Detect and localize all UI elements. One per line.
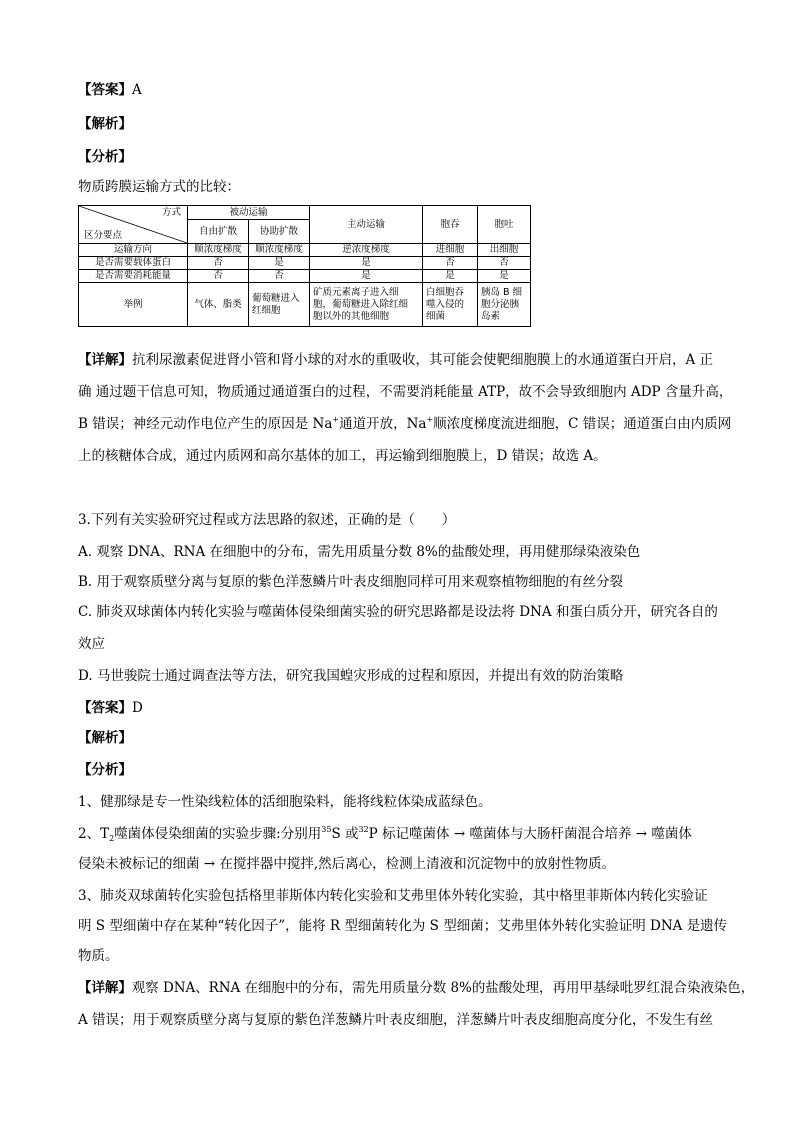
passive-header: 被动运输	[188, 206, 310, 220]
fenxi-label-q3: 【分析】	[78, 762, 132, 778]
free-header: 自由扩散	[188, 220, 249, 244]
option-c-line1: C. 肺炎双球菌体内转化实验与噬菌体侵染细菌实验的研究思路都是设法将 DNA 和蛋白质分开，研究各自的	[78, 604, 718, 620]
table-row: 是否需要载体蛋白 否 是 是 否 否	[79, 257, 531, 270]
answer-line-q3: 【答案】D	[78, 700, 143, 716]
detail1-line1: 【详解】抗利尿激素促进肾小管和肾小球的对水的重吸收，其可能会使靶细胞膜上的水通道蛋白开启，A 正	[78, 352, 714, 368]
detail-q3-line2: A 错误；用于观察质壁分离与复原的紫色洋葱鳞片叶表皮细胞，洋葱鳞片叶表皮细胞高度分化，不发生有丝	[78, 1012, 714, 1028]
detail1-line3: B 错误；神经元动作电位产生的原因是 Na+通道开放，Na+顺浓度梯度流进细胞，C 错误；通道蛋白由内质网	[78, 415, 732, 432]
facilitated-header: 协助扩散	[249, 220, 310, 244]
diagonal-header-cell	[79, 206, 188, 244]
detail-q3-line1: 【详解】观察 DNA、RNA 在细胞中的分布，需先用质量分数 8%的盐酸处理，再用甲基绿吡罗红混合染液染色，	[78, 980, 755, 996]
option-c-line2: 效应	[78, 636, 105, 652]
endo-header: 胞吞	[423, 206, 478, 244]
fenxi-point-3-line3: 物质。	[78, 948, 119, 964]
fenxi-point-3-line2: 明 S 型细菌中存在某种“转化因子”，能将 R 型细菌转化为 S 型细菌；艾弗里体外转化实验证明 DNA 是遗传	[78, 918, 728, 934]
detail1-line4: 上的核糖体合成，通过内质网和高尔基体的加工，再运输到细胞膜上，D 错误；故选 A。	[78, 448, 607, 464]
transport-comparison-table	[78, 205, 531, 327]
fenxi-point-1: 1、健那绿是专一性染线粒体的活细胞染料，能将线粒体染成蓝绿色。	[78, 794, 492, 810]
analysis-label-q3: 【解析】	[78, 730, 132, 746]
fenxi-point-3-line1: 3、肺炎双球菌转化实验包括格里菲斯体内转化实验和艾弗里体外转化实验，其中格里菲斯体内转化实验证	[78, 888, 708, 904]
answer-line	[78, 80, 142, 100]
answer-value: A	[132, 82, 142, 98]
option-d: D. 马世骏院士通过调查法等方法，研究我国蝗灾形成的过程和原因，并提出有效的防治策略	[78, 668, 624, 684]
question-3-stem: 3.下列有关实验研究过程或方法思路的叙述，正确的是（ ）	[78, 512, 456, 528]
table-row-example: 举例 气体、脂类 葡萄糖进入 红细胞 矿质元素离子进入细 胞，葡萄糖进入除红细 胞以外的其他细胞 白细胞吞 噬入侵的 细菌 胰岛 B 细 胞分泌胰 岛素	[79, 283, 531, 327]
detail1-line2: 确 通过题干信息可知，物质通过通道蛋白的过程，不需要消耗能量 ATP，故不会导致细胞内 ADP 含量升高，	[78, 384, 733, 400]
table-intro: 物质跨膜运输方式的比较：	[78, 179, 240, 195]
table-row: 是否需要消耗能量 否 否 是 是 是	[79, 270, 531, 283]
fenxi-point-2-line1: 2、$T_2$噬菌体侵染细菌的实验步骤:分别用$^{35}$S 或$^{32}$P 标记噬菌体 → 噬菌体与大肠杆菌混合培养 → 噬菌体	[78, 825, 692, 843]
exo-header: 胞吐	[478, 206, 531, 244]
table-row: 运输方向 顺浓度梯度 顺浓度梯度 逆浓度梯度 进细胞 出细胞	[79, 244, 531, 257]
analysis-label: 【解析】	[78, 116, 132, 132]
active-header: 主动运输	[310, 206, 423, 244]
answer-label: 【答案】	[78, 82, 132, 98]
corner-bottom: 区分要点	[84, 230, 123, 241]
option-b: B. 用于观察质壁分离与复原的紫色洋葱鳞片叶表皮细胞同样可用来观察植物细胞的有丝分裂	[78, 574, 624, 590]
corner-top: 方式	[161, 207, 181, 218]
fenxi-label: 【分析】	[78, 149, 132, 165]
fenxi-point-2-line2: 侵染未被标记的细菌 → 在搅拌器中搅拌,然后离心，检测上清液和沉淀物中的放射性物质。	[78, 856, 616, 872]
option-a: A. 观察 DNA、RNA 在细胞中的分布，需先用质量分数 8%的盐酸处理，再用健那绿染液染色	[78, 544, 641, 560]
